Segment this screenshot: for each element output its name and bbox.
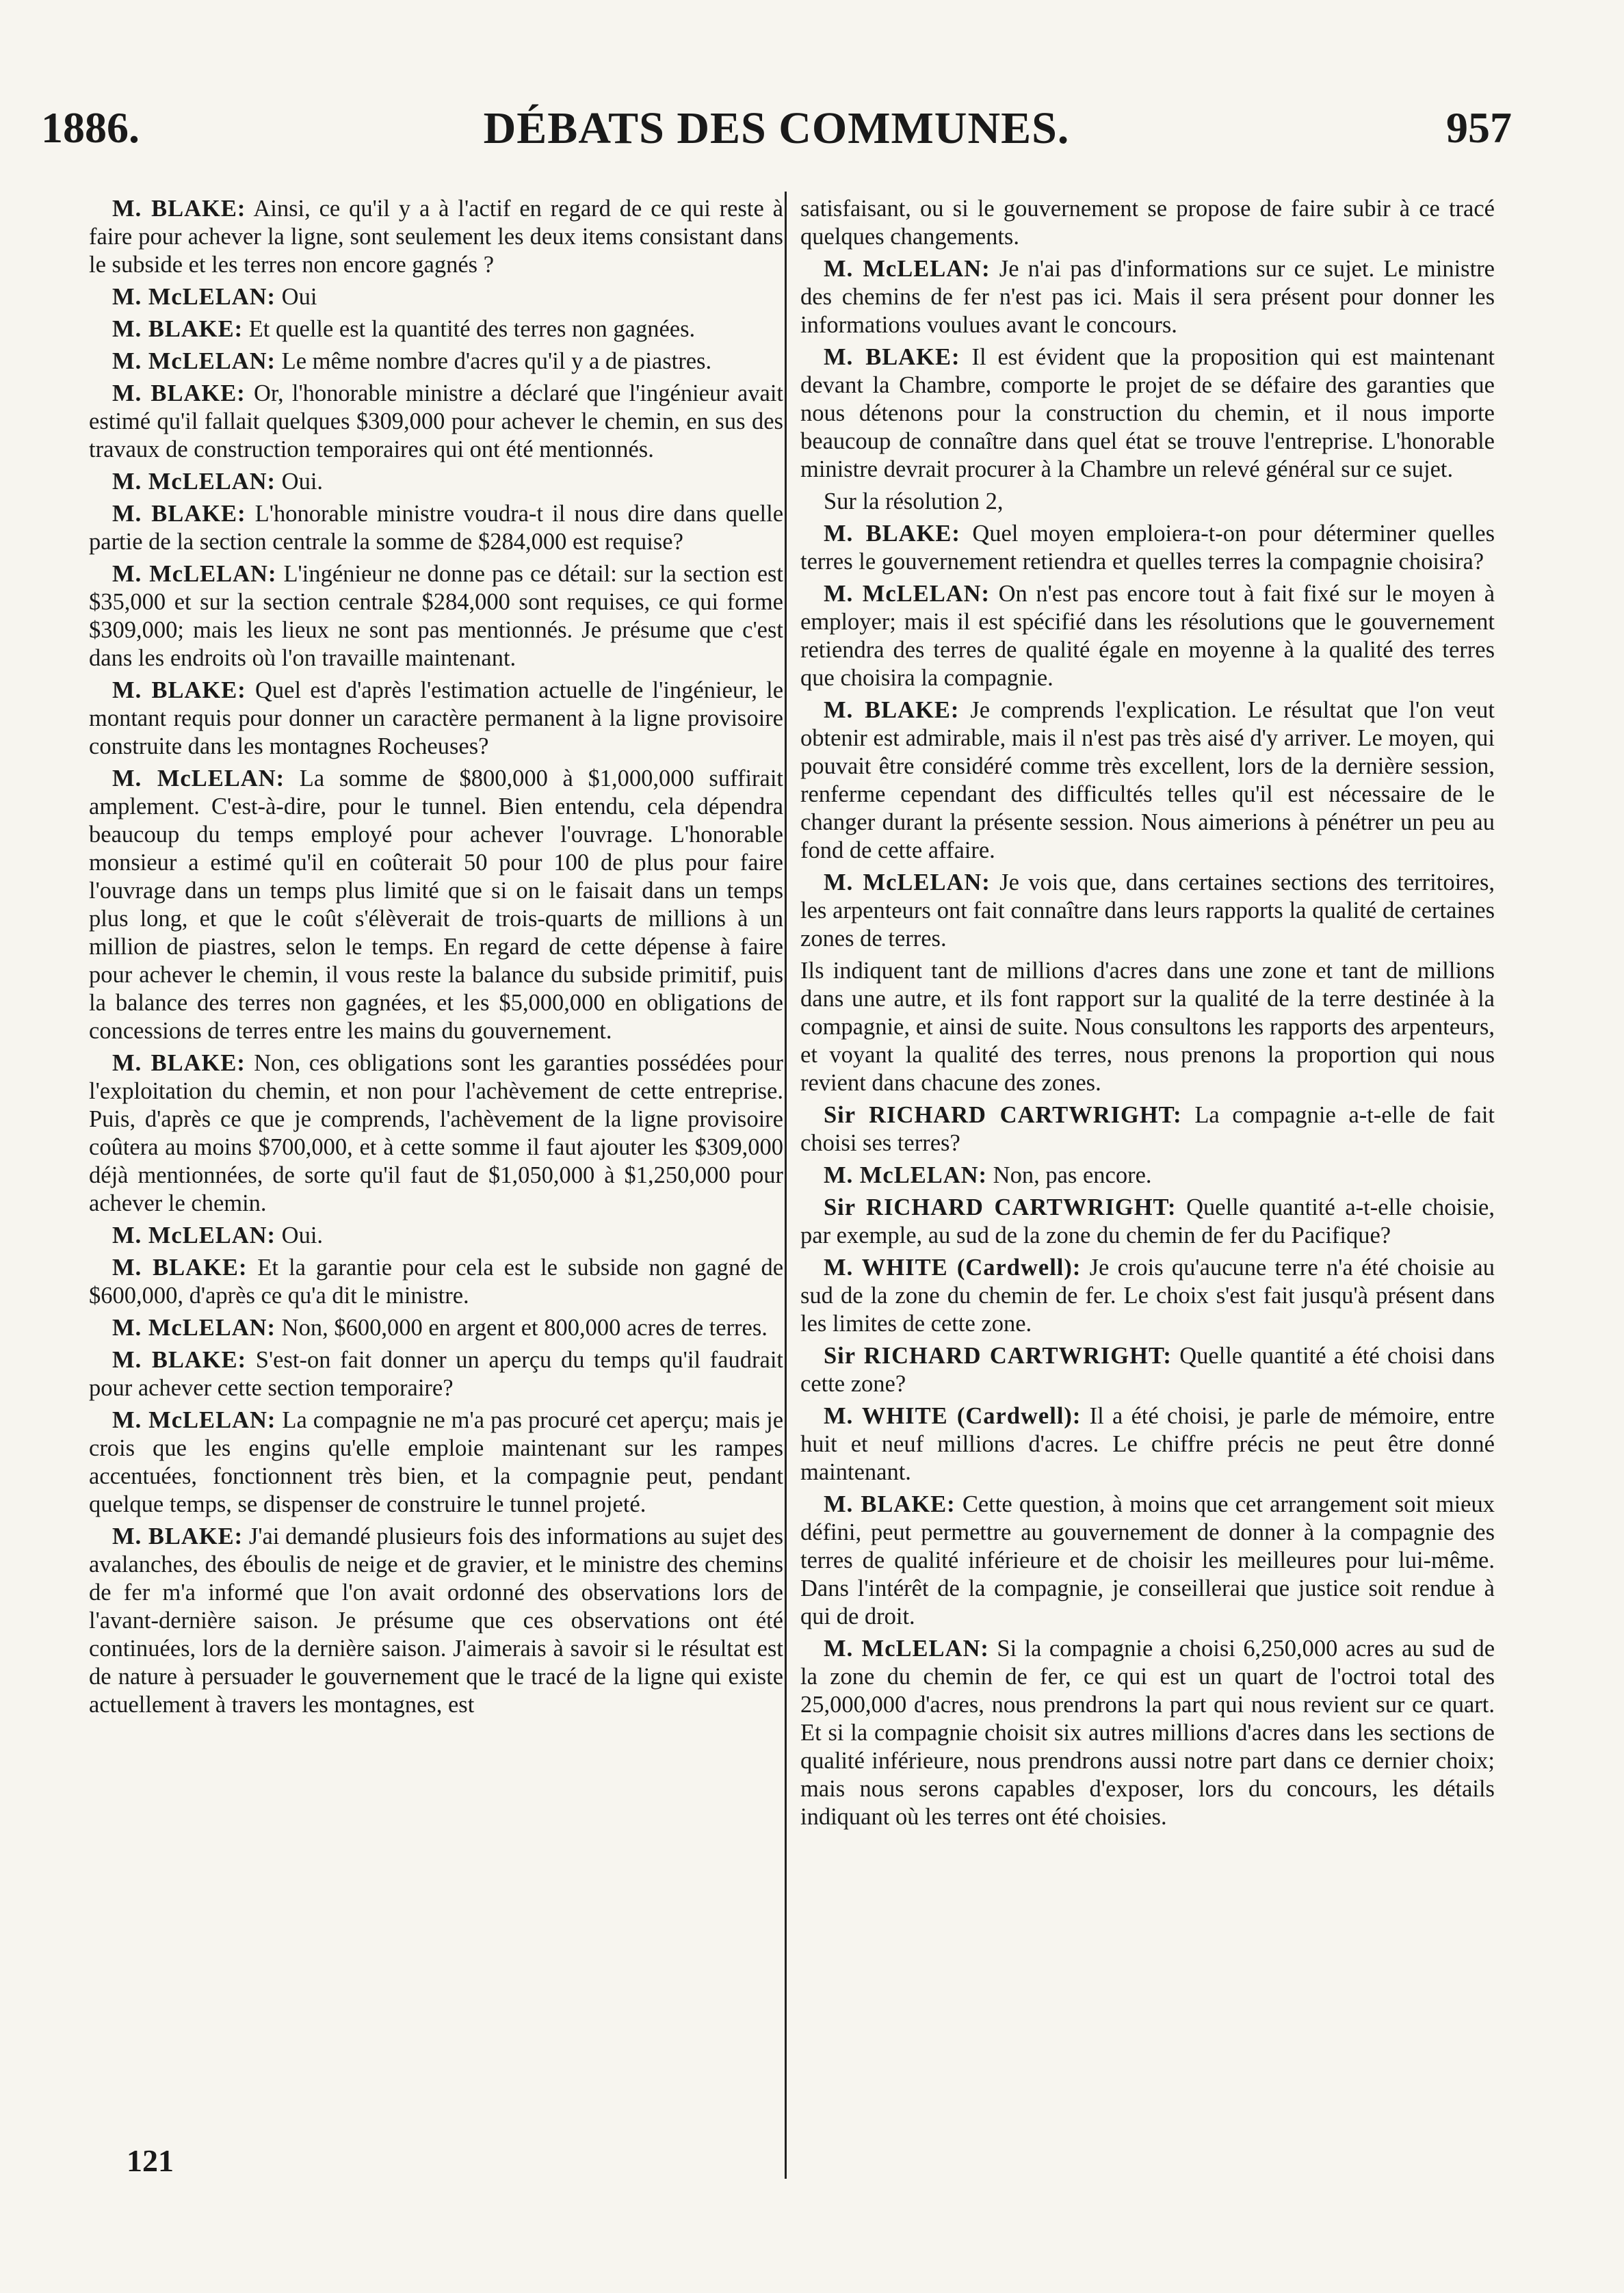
speaker-name: M. BLAKE: <box>112 677 246 703</box>
paragraph <box>89 380 783 464</box>
paragraph-text: On n'est pas encore tout à fait fixé sur le moyen à employer; mais il est spécifié dans les résolutions que le gouvernement retiendra des terres de qualité égale en moyenne à la qualité des terres que choisira la compagnie. <box>800 581 1495 691</box>
speaker-name: M. BLAKE: <box>112 380 246 406</box>
speaker-name: M. BLAKE: <box>112 316 244 342</box>
paragraph <box>89 468 783 496</box>
header-page-number: 957 <box>1446 103 1512 152</box>
paragraph <box>800 869 1495 953</box>
paragraph-text: Oui. <box>281 1222 324 1248</box>
paragraph <box>800 1635 1495 1831</box>
paragraph-text: Ils indiquent tant de millions d'acres dans une zone et tant de millions dans une autre, et ils font rapport sur la qualité de la terre destinée à la compagnie, et ainsi de suite. Nous consultons les rapports des arpenteurs, et voyant la qualité des terres, nous prenons la proportion qui nous revient dans chacune des zones. <box>800 958 1495 1096</box>
paragraph-text: Non, pas encore. <box>993 1162 1152 1188</box>
speaker-name: M. McLELAN: <box>112 1222 276 1248</box>
speaker-name: M. McLELAN: <box>112 765 285 791</box>
paragraph <box>89 1049 783 1218</box>
speaker-name: M. BLAKE: <box>112 1255 248 1281</box>
speaker-name: M. McLELAN: <box>824 1636 989 1662</box>
paragraph <box>89 283 783 311</box>
speaker-name: M. McLELAN: <box>112 348 276 374</box>
speaker-name: M. BLAKE: <box>112 501 246 527</box>
paragraph <box>800 195 1495 251</box>
paragraph-text: Oui. <box>281 469 324 495</box>
paragraph <box>89 500 783 556</box>
paragraph-text: Non, $600,000 en argent et 800,000 acres de terres. <box>281 1315 768 1341</box>
speaker-name: M. McLELAN: <box>112 1315 276 1341</box>
paragraph-text: Si la compagnie a choisi 6,250,000 acres au sud de la zone du chemin de fer, ce qui est un quart de l'octroi total des 25,000,000 d'acres, nous prendrons la part qui nous revient sur ce quart. Et si la compagnie choisit six autres millions d'acres dans les sections de qualité inférieure, nous prendrons aussi notre part dans ce dernier choix; mais nous serons capables d'exposer, lors du concours, les détails indiquant où les terres ont été choisies. <box>800 1636 1495 1830</box>
paragraph <box>800 520 1495 576</box>
page-header <box>41 103 1512 178</box>
paragraph-text: Quel moyen emploiera-t-on pour déterminer quelles terres le gouvernement retiendra et quelles terres la compagnie choisira? <box>800 521 1495 575</box>
paragraph-text: Quelle quantité a été choisi dans cette zone? <box>800 1343 1495 1397</box>
paragraph-text: Il est évident que la proposition qui est maintenant devant la Chambre, comporte le projet de se défaire des garanties que nous détenons pour la construction du chemin, et il nous importe beaucoup de connaître dans quel état se trouve l'entreprise. L'honorable ministre devrait procurer à la Chambre un relevé général sur ce sujet. <box>800 344 1495 482</box>
paragraph <box>89 1314 783 1342</box>
paragraph-text: Et quelle est la quantité des terres non gagnées. <box>248 316 696 342</box>
paragraph <box>89 315 783 343</box>
paragraph-text: Le même nombre d'acres qu'il y a de piastres. <box>281 348 712 374</box>
paragraph-text: satisfaisant, ou si le gouvernement se propose de faire subir à ce tracé quelques changements. <box>800 196 1495 250</box>
paragraph <box>800 1491 1495 1631</box>
paragraph-text: Cette question, à moins que cet arrangement soit mieux défini, peut permettre au gouvernement de donner à la compagnie des terres de qualité inférieure et de choisir les meilleures pour lui-même. Dans l'intérêt de la compagnie, je conseillerai que justice soit rendue à qui de droit. <box>800 1491 1495 1629</box>
speaker-name: M. McLELAN: <box>112 561 277 587</box>
paragraph <box>800 957 1495 1097</box>
speaker-name: Sir RICHARD CARTWRIGHT: <box>824 1102 1182 1128</box>
paragraph-text: Or, l'honorable ministre a déclaré que l'ingénieur avait estimé qu'il fallait quelques $309,000 pour achever le chemin, en sus des travaux de construction temporaires qui ont été mentionnés. <box>89 380 783 462</box>
speaker-name: M. McLELAN: <box>112 469 276 495</box>
speaker-name: M. McLELAN: <box>824 256 991 282</box>
paragraph <box>800 1162 1495 1190</box>
paragraph-text: La compagnie ne m'a pas procuré cet aperçu; mais je crois que les engins qu'elle emploie maintenant sur les rampes accentuées, fonctionnent très bien, et la compagnie peut, pendant quelque temps, se dispenser de construire le tunnel projeté. <box>89 1407 784 1517</box>
header-title: DÉBATS DES COMMUNES. <box>483 103 1070 153</box>
paragraph <box>800 696 1495 865</box>
paragraph <box>800 343 1495 484</box>
speaker-name: M. BLAKE: <box>112 1347 247 1373</box>
speaker-name: M. WHITE (Cardwell): <box>824 1255 1082 1281</box>
paragraph-text: Il a été choisi, je parle de mémoire, entre huit et neuf millions d'acres. Le chiffre précis ne peut être donné maintenant. <box>800 1403 1495 1485</box>
paragraph-text: Je vois que, dans certaines sections des territoires, les arpenteurs ont fait connaître dans leurs rapports la qualité de certaines zones de terres. <box>800 869 1495 952</box>
speaker-name: M. McLELAN: <box>824 869 991 895</box>
paragraph-text: La somme de $800,000 à $1,000,000 suffirait amplement. C'est-à-dire, pour le tunnel. Bien entendu, cela dépendra beaucoup du temps employé pour achever l'ouvrage. L'honorable monsieur a estimé qu'il en coûterait 50 pour 100 de plus pour faire l'ouvrage dans un temps plus limité que si on le faisait dans un temps plus long, et que le coût s'élèverait de trois-quarts de millions à un million de piastres, selon le temps. En regard de cette dépense à faire pour achever le chemin, il vous reste la balance du subside primitif, puis la balance des terres non gagnées, et les $5,000,000 en obligations de concessions de terres entre les mains du gouvernement. <box>89 765 784 1044</box>
paragraph <box>800 580 1495 692</box>
paragraph-text: L'honorable ministre voudra-t il nous dire dans quelle partie de la section centrale la somme de $284,000 est requise? <box>89 501 784 555</box>
paragraph <box>89 677 783 761</box>
paragraph <box>800 488 1495 516</box>
paragraph <box>89 765 783 1045</box>
speaker-name: M. BLAKE: <box>112 1050 246 1076</box>
signature-folio: 121 <box>127 2143 174 2178</box>
right-column <box>800 195 1495 1835</box>
paragraph-text: Et la garantie pour cela est le subside non gagné de $600,000, d'après ce qu'a dit le ministre. <box>89 1255 784 1309</box>
paragraph-text: Non, ces obligations sont les garanties possédées pour l'exploitation du chemin, et non pour l'achèvement de cette entreprise. Puis, d'après ce que je comprends, l'achèvement de la ligne provisoire coûtera au moins $700,000, et à cette somme il faut ajouter les $309,000 déjà mentionnées, de sorte qu'il faut de $1,050,000 à $1,250,000 pour achever le chemin. <box>89 1050 783 1216</box>
speaker-name: Sir RICHARD CARTWRIGHT: <box>824 1194 1177 1220</box>
speaker-name: M. BLAKE: <box>112 196 246 222</box>
paragraph <box>89 1254 783 1310</box>
speaker-name: M. BLAKE: <box>824 344 960 370</box>
paragraph-text: S'est-on fait donner un aperçu du temps qu'il faudrait pour achever cette section temporaire? <box>89 1347 783 1401</box>
speaker-name: M. BLAKE: <box>112 1523 244 1549</box>
paragraph-text: J'ai demandé plusieurs fois des informations au sujet des avalanches, des éboulis de neige et de gravier, et le ministre des chemins de fer m'a informé que l'on avait ordonné des observations lors de l'avant-dernière saison. Je présume que ces observations ont été continuées, lors de la dernière saison. J'aimerais à savoir si le résultat est de nature à persuader le gouvernement que le tracé de la ligne qui existe actuellement à travers les montagnes, est <box>89 1523 784 1718</box>
speaker-name: M. McLELAN: <box>112 1407 276 1433</box>
speaker-name: M. McLELAN: <box>824 1162 988 1188</box>
paragraph <box>89 1523 783 1719</box>
left-column <box>89 195 783 1723</box>
paragraph <box>800 1194 1495 1250</box>
speaker-name: Sir RICHARD CARTWRIGHT: <box>824 1343 1172 1369</box>
paragraph <box>800 1342 1495 1398</box>
paragraph <box>89 1222 783 1250</box>
speaker-name: M. BLAKE: <box>824 1491 956 1517</box>
speaker-name: M. BLAKE: <box>824 697 960 723</box>
paragraph <box>800 1402 1495 1486</box>
paragraph <box>89 348 783 376</box>
paragraph-text: Je comprends l'explication. Le résultat que l'on veut obtenir est admirable, mais il n'est pas très aisé d'y arriver. Le moyen, qui pouvait être considéré comme très excellent, lors de la dernière session, renferme cependant des difficultés telles qu'il est nécessaire de le changer durant la présente session. Nous aimerions à pénétrer un peu au fond de cette affaire. <box>800 697 1495 863</box>
paragraph-text: Oui <box>281 284 317 310</box>
paragraph <box>800 1254 1495 1338</box>
paragraph-text: La compagnie a-t-elle de fait choisi ses terres? <box>800 1102 1495 1156</box>
header-year: 1886. <box>41 103 140 152</box>
speaker-name: M. McLELAN: <box>112 284 276 310</box>
speaker-name: M. BLAKE: <box>824 521 960 547</box>
paragraph <box>800 255 1495 339</box>
speaker-name: M. McLELAN: <box>824 581 991 607</box>
paragraph-text: Je crois qu'aucune terre n'a été choisie au sud de la zone du chemin de fer. Le choix s'est fait jusqu'à présent dans les limites de cette zone. <box>800 1255 1495 1337</box>
paragraph <box>89 560 783 672</box>
paragraph-text: Je n'ai pas d'informations sur ce sujet. Le ministre des chemins de fer n'est pas ici. Mais il sera présent pour donner les informations voulues avant le concours. <box>800 256 1495 338</box>
paragraph <box>800 1101 1495 1157</box>
paragraph-text: Quel est d'après l'estimation actuelle de l'ingénieur, le montant requis pour donner un caractère permanent à la ligne provisoire construite dans les montagnes Rocheuses? <box>89 677 784 759</box>
paragraph-text: Ainsi, ce qu'il y a à l'actif en regard de ce qui reste à faire pour achever la ligne, sont seulement les deux items consistant dans le subside et les terres non encore gagnés ? <box>89 196 783 278</box>
paragraph <box>89 1406 783 1519</box>
paragraph <box>89 1346 783 1402</box>
paragraph-text: Quelle quantité a-t-elle choisie, par exemple, au sud de la zone du chemin de fer du Pacifique? <box>800 1194 1495 1248</box>
paragraph-text: Sur la résolution 2, <box>824 488 1004 514</box>
speaker-name: M. WHITE (Cardwell): <box>824 1403 1082 1429</box>
paragraph-text: L'ingénieur ne donne pas ce détail: sur la section est $35,000 et sur la section centrale $284,000 sont requises, ce qui forme $309,000; mais les lieux ne sont pas mentionnés. Je présume que c'est dans les endroits où l'on travaille maintenant. <box>89 561 784 671</box>
paragraph <box>89 195 783 279</box>
column-divider <box>785 192 787 2179</box>
